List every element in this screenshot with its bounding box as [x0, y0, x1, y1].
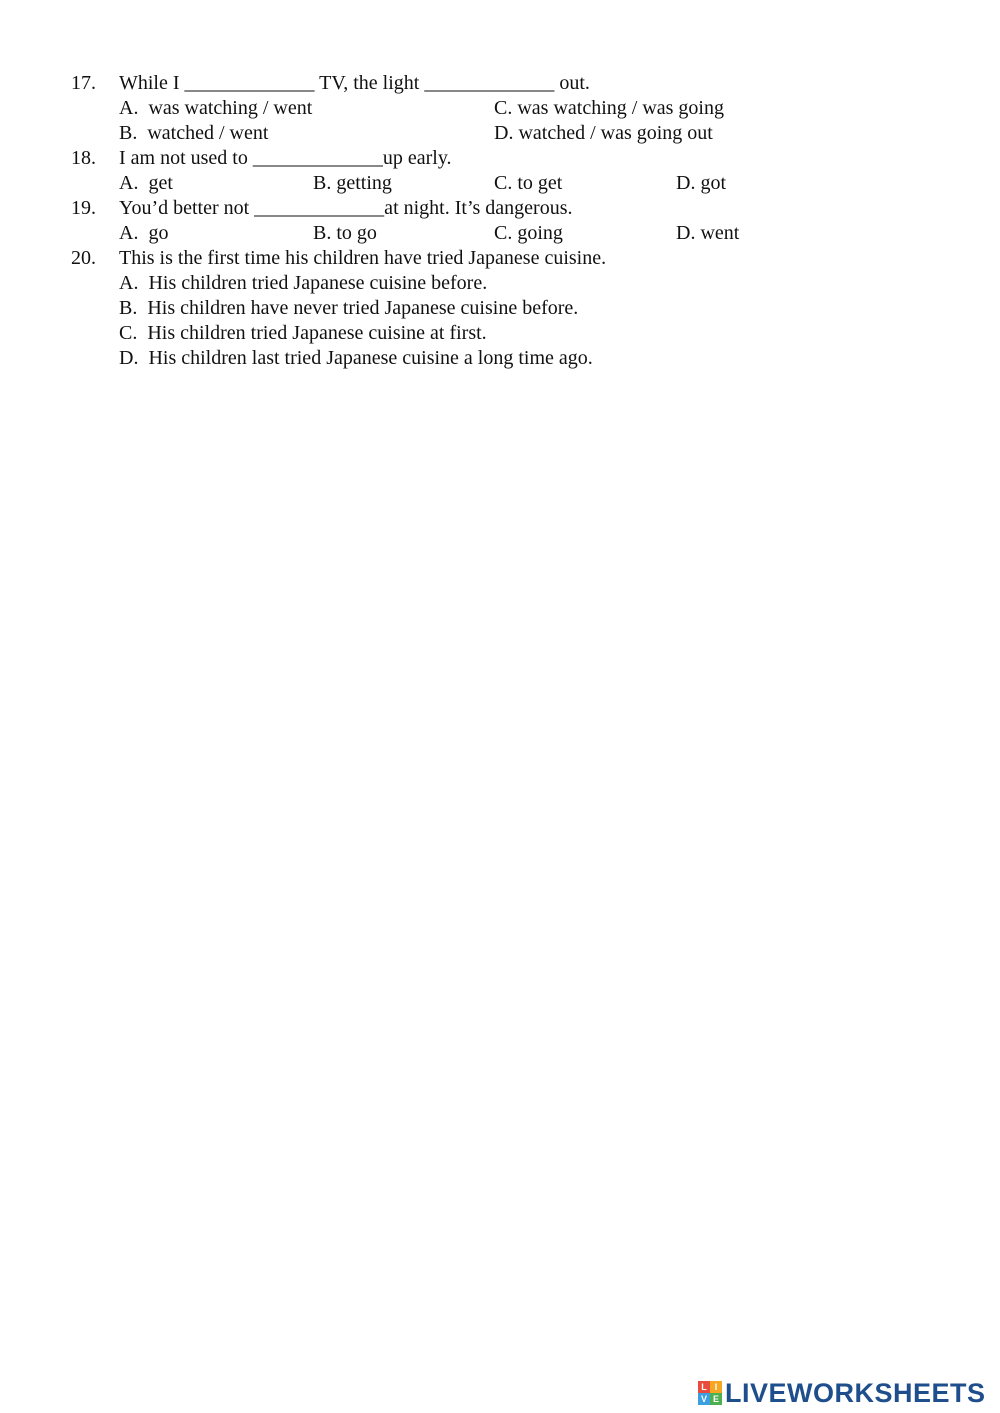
- option-letter: D.: [676, 172, 696, 194]
- option-text: get: [148, 172, 173, 194]
- question-20-option-c[interactable]: [119, 321, 487, 346]
- option-letter: A.: [119, 222, 139, 244]
- option-text: got: [700, 172, 727, 194]
- question-18-option-b[interactable]: [313, 171, 392, 196]
- question-18-option-a[interactable]: [119, 171, 173, 196]
- option-text: was watching / was going: [517, 97, 724, 119]
- question-17-stem: While I _____________ TV, the light _____________ out.: [119, 72, 590, 94]
- question-18-option-c[interactable]: [494, 171, 562, 196]
- option-letter: D.: [119, 347, 139, 369]
- liveworksheets-logo-icon: L I V E: [698, 1381, 722, 1405]
- question-18-option-d[interactable]: [676, 171, 726, 196]
- option-letter: A.: [119, 172, 139, 194]
- option-letter: C.: [494, 97, 513, 119]
- question-20-option-b[interactable]: [119, 296, 578, 321]
- option-letter: B.: [313, 172, 332, 194]
- option-text: His children last tried Japanese cuisine a long time ago.: [148, 347, 593, 369]
- option-letter: A.: [119, 272, 139, 294]
- question-20-option-a[interactable]: [119, 271, 487, 296]
- question-20-number: 20.: [71, 247, 96, 269]
- option-letter: D.: [676, 222, 696, 244]
- option-text: going: [517, 222, 563, 244]
- option-letter: C.: [494, 222, 513, 244]
- option-text: was watching / went: [148, 97, 313, 119]
- liveworksheets-logo-text: LIVEWORKSHEETS: [725, 1378, 986, 1408]
- option-letter: A.: [119, 97, 139, 119]
- option-text: went: [700, 222, 740, 244]
- question-17-number: 17.: [71, 72, 96, 94]
- question-17-option-b[interactable]: [119, 121, 268, 146]
- option-text: to get: [517, 172, 563, 194]
- option-text: getting: [336, 172, 392, 194]
- option-text: watched / went: [147, 122, 269, 144]
- question-17-option-a[interactable]: [119, 96, 312, 121]
- question-17-option-c[interactable]: [494, 96, 724, 121]
- question-18-stem: I am not used to _____________up early.: [119, 147, 452, 169]
- question-20-stem: This is the first time his children have tried Japanese cuisine.: [119, 247, 607, 269]
- option-letter: C.: [494, 172, 513, 194]
- question-19-option-d[interactable]: [676, 221, 739, 246]
- option-letter: C.: [119, 322, 138, 344]
- option-letter: B.: [313, 222, 332, 244]
- option-letter: D.: [494, 122, 514, 144]
- question-19-option-b[interactable]: [313, 221, 377, 246]
- option-text: His children have never tried Japanese cuisine before.: [147, 297, 579, 319]
- option-text: His children tried Japanese cuisine before.: [148, 272, 488, 294]
- option-text: to go: [336, 222, 377, 244]
- question-18-number: 18.: [71, 147, 96, 169]
- question-19-stem: You’d better not _____________at night. It’s dangerous.: [119, 197, 573, 219]
- option-text: watched / was going out: [518, 122, 713, 144]
- question-19-option-c[interactable]: [494, 221, 563, 246]
- option-text: go: [148, 222, 169, 244]
- option-letter: B.: [119, 297, 138, 319]
- liveworksheets-logo[interactable]: [698, 1378, 986, 1408]
- option-text: His children tried Japanese cuisine at first.: [147, 322, 487, 344]
- question-19-option-a[interactable]: [119, 221, 168, 246]
- option-letter: B.: [119, 122, 138, 144]
- question-20-option-d[interactable]: [119, 346, 593, 371]
- question-19-number: 19.: [71, 197, 96, 219]
- question-17-option-d[interactable]: [494, 121, 713, 146]
